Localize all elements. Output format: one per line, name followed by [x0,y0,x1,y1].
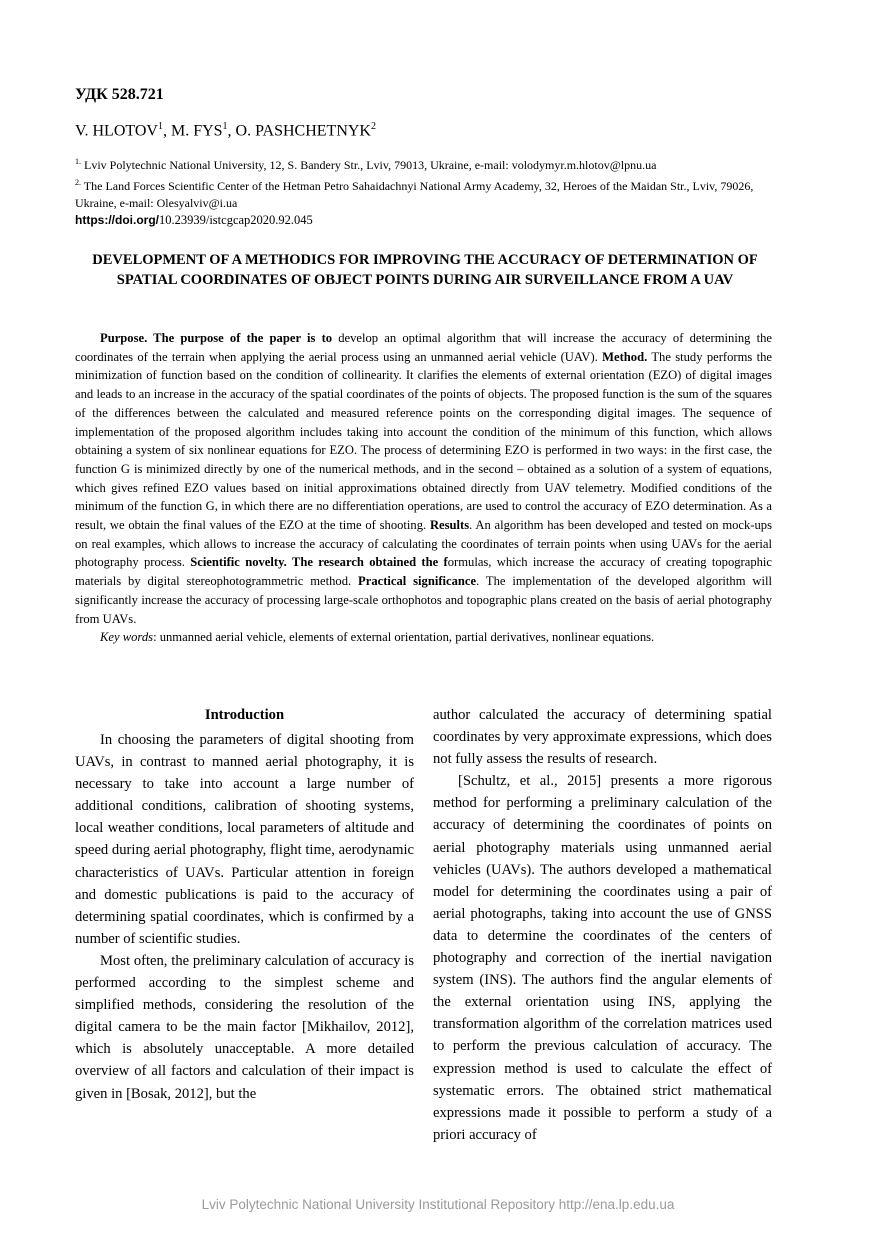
abstract-text: . The implementation of the developed algorithm will significantly increase the accuracy of processing large-scale orthophotos and topographic plans created on the basis of aerial photography from UAVs. [75,574,772,626]
doi-link[interactable] [75,213,313,228]
abstract-text: . An algorithm has been developed and tested on mock-ups on real examples, which allows to increase the accuracy of calculating the coordinates of terrain points when using UAVs for the aerial photography process. [75,518,772,570]
abstract-text: develop an optimal algorithm that will increase the accuracy of determining the coordinates of the terrain when applying the aerial process using an unmanned aerial vehicle (UAV). [75,331,772,364]
author-separator: , [162,122,171,140]
doi-id: 10.23939/istcgcap2020.92.045 [158,213,313,227]
abstract-label: Practical significance [358,574,477,589]
author-list [75,121,376,140]
abstract-text: ormulas, which increase the accuracy of creating topographic materials by digital stereophotogrammetric method. [75,555,773,589]
section-heading: Introduction [204,707,285,723]
paper-title: DEVELOPMENT OF A METHODICS FOR IMPROVING THE ACCURACY OF DETERMINATION OF SPATIAL COORDINATES OF OBJECT POINTS DURING AIR SURVEILLANCE FROM A UAV [92,252,758,288]
affiliation-text: The Land Forces Scientific Center of the Hetman Petro Sahaidachnyi National Army Academy, 32, Heroes of the Maidan Str., Lviv, 79026, Ukraine, e-mail: Olesyalviv@i.ua [75,179,754,210]
author-name: M. FYS [170,122,223,140]
abstract-label: Method. [602,349,648,364]
author-name: V. HLOTOV [75,122,158,140]
udc-code: УДК 528.721 [75,86,164,103]
body-paragraph: author calculated the accuracy of determining spatial coordinates by very approximate expressions, which does not fully assess the results of research. [433,707,772,768]
author-affiliation-mark: 2 [370,121,376,132]
affiliation [75,174,775,212]
abstract-label: Scientific novelty. The research obtained the f [190,555,448,570]
keywords [75,628,772,647]
body-paragraph: [Schultz, et al., 2015] presents a more rigorous method for performing a preliminary calculation of the accuracy of determining the coordinates of points on aerial photography materials using unmanned aerial vehicles (UAVs). The authors developed a mathematical model for determining the coordinates using a pair of aerial photographs, taking into account the use of GNSS data to determine the coordinates of the centers of photography and correction of the inertial navigation system (INS). The authors find the angular elements of the external orientation using INS, applying the transformation algorithm of the correlation matrices used to perform the previous calculation of accuracy. The expression method is used to calculate the effect of systematic errors. The obtained strict mathematical expressions made it possible to perform a study of a priori accuracy of [433,773,772,1143]
abstract-text: The study performs the minimization of function based on the condition of collinearity. It clarifies the elements of external orientation (EZO) of digital images and leads to an increase in the accuracy of the spatial coordinates of the points of objects. The proposed function is the sum of the squares of the differences between the calculated and measured reference points on the corresponding digital images. The sequence of implementation of the proposed algorithm includes taking into account the condition of the minimum of this function, which allows obtaining a system of six nonlinear equations for EZO. The process of determining EZO is performed in two ways: in the first case, the function G is minimized directly by one of the numerical methods, and in the second – obtained as a solution of a system of equations, which gives refined EZO values based on initial approximations obtained directly from UAV telemetry. Modified conditions of the minimum of the function G, in which there are no differentiation operations, are used to control the accuracy of EZO determination. As a result, we obtain the final values of the EZO at the time of shooting. [75,349,772,533]
abstract-label: Purpose. The purpose of the paper is to [100,331,333,345]
affiliation [75,153,775,174]
affiliation-mark: 2. [75,178,81,187]
body-paragraph: Most often, the preliminary calculation of accuracy is performed according to the simplest scheme and simplified methods, considering the resolution of the digital camera to be the main factor [Mikhailov, 2012], which is absolutely unacceptable. A more detailed overview of all factors and calculation of their impact is given in [Bosak, 2012], but the [75,952,414,1102]
doi-prefix: https://doi.org/ [75,213,159,227]
abstract [75,329,772,647]
affiliations [75,153,775,212]
author-affiliation-mark: 1 [157,121,163,132]
right-column [433,704,772,1146]
author-name: O. PASHCHETNYK [235,122,371,140]
left-column [75,704,414,1105]
author-separator: , [227,122,236,140]
keywords-text: : unmanned aerial vehicle, elements of external orientation, partial derivatives, nonlinear equations. [153,630,655,645]
affiliation-mark: 1. [75,157,81,166]
abstract-body [75,329,772,628]
abstract-label: Results [429,518,470,533]
body-paragraph: In choosing the parameters of digital shooting from UAVs, in contrast to manned aerial photography, it is necessary to take into account a large number of additional conditions, calibration of shooting systems, local weather conditions, local parameters of altitude and speed during aerial photography, flight time, aerodynamic characteristics of UAVs. Particular attention in foreign and domestic publications is paid to the accuracy of determining spatial coordinates, which is confirmed by a number of scientific studies. [75,732,414,947]
keywords-label: Key words [100,630,154,645]
repository-footer: Lviv Polytechnic National University Institutional Repository http://ena.lp.edu.ua [201,1197,675,1212]
author-affiliation-mark: 1 [222,121,228,132]
affiliation-text: Lviv Polytechnic National University, 12, S. Bandery Str., Lviv, 79013, Ukraine, e-mail: volodymyr.m.hlotov@lpnu.ua [81,158,657,172]
